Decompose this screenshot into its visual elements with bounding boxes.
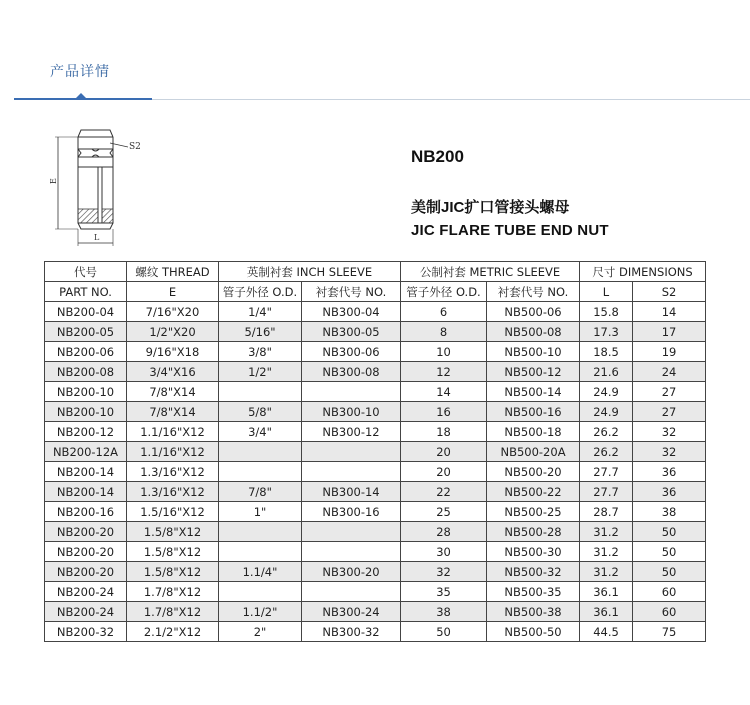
cell-thread-e: 1.5/8"X12 <box>127 522 219 542</box>
cell-dim-l: 28.7 <box>580 502 633 522</box>
table-row <box>45 622 706 642</box>
caret-up-icon <box>76 93 86 98</box>
cell-metric-od: 30 <box>401 542 487 562</box>
cell-inch-od: 1.1/4" <box>219 562 302 582</box>
cell-dim-l: 26.2 <box>580 442 633 462</box>
cell-part-no: NB200-32 <box>45 622 127 642</box>
cell-dim-l: 18.5 <box>580 342 633 362</box>
th-inch-no: 衬套代号 NO. <box>302 282 401 302</box>
th-code: 代号 <box>45 262 127 282</box>
table-row <box>45 302 706 322</box>
header-accent-bar <box>14 98 152 100</box>
cell-part-no: NB200-10 <box>45 402 127 422</box>
cell-metric-od: 28 <box>401 522 487 542</box>
cell-inch-sleeve-no <box>302 522 401 542</box>
cell-metric-sleeve-no: NB500-50 <box>487 622 580 642</box>
table-row <box>45 562 706 582</box>
cell-inch-od: 7/8" <box>219 482 302 502</box>
cell-dim-l: 24.9 <box>580 382 633 402</box>
section-hatch <box>78 209 98 223</box>
cell-inch-od: 1" <box>219 502 302 522</box>
cell-thread-e: 1.1/16"X12 <box>127 442 219 462</box>
cell-thread-e: 1.3/16"X12 <box>127 462 219 482</box>
cell-inch-sleeve-no: NB300-12 <box>302 422 401 442</box>
cell-part-no: NB200-16 <box>45 502 127 522</box>
cell-metric-sleeve-no: NB500-35 <box>487 582 580 602</box>
table-row <box>45 442 706 462</box>
cell-dim-l: 44.5 <box>580 622 633 642</box>
cell-part-no: NB200-10 <box>45 382 127 402</box>
th-inch-sleeve: 英制衬套 INCH SLEEVE <box>219 262 401 282</box>
cell-dim-l: 15.8 <box>580 302 633 322</box>
cell-metric-od: 32 <box>401 562 487 582</box>
cell-metric-sleeve-no: NB500-22 <box>487 482 580 502</box>
cell-dim-s2: 24 <box>633 362 706 382</box>
cell-dim-l: 27.7 <box>580 482 633 502</box>
cell-metric-sleeve-no: NB500-16 <box>487 402 580 422</box>
cell-dim-s2: 14 <box>633 302 706 322</box>
cell-inch-od: 3/4" <box>219 422 302 442</box>
cell-dim-s2: 36 <box>633 462 706 482</box>
table-row <box>45 602 706 622</box>
cell-inch-od: 1/4" <box>219 302 302 322</box>
cell-metric-od: 20 <box>401 442 487 462</box>
cell-inch-sleeve-no <box>302 542 401 562</box>
cell-thread-e: 7/8"X14 <box>127 382 219 402</box>
cell-dim-l: 31.2 <box>580 542 633 562</box>
cell-thread-e: 1.3/16"X12 <box>127 482 219 502</box>
cell-thread-e: 1.5/8"X12 <box>127 562 219 582</box>
cell-dim-l: 31.2 <box>580 562 633 582</box>
section-hatch-right <box>102 209 113 223</box>
nut-technical-drawing <box>48 125 158 250</box>
cell-inch-sleeve-no: NB300-24 <box>302 602 401 622</box>
cell-dim-s2: 27 <box>633 402 706 422</box>
cell-dim-s2: 50 <box>633 542 706 562</box>
cell-inch-sleeve-no: NB300-10 <box>302 402 401 422</box>
table-row <box>45 542 706 562</box>
drawing-label-l: L <box>94 233 100 242</box>
cell-part-no: NB200-12 <box>45 422 127 442</box>
cell-thread-e: 1.1/16"X12 <box>127 422 219 442</box>
cell-dim-l: 36.1 <box>580 602 633 622</box>
cell-dim-l: 21.6 <box>580 362 633 382</box>
cell-inch-sleeve-no: NB300-32 <box>302 622 401 642</box>
table-row <box>45 462 706 482</box>
cell-dim-s2: 17 <box>633 322 706 342</box>
cell-metric-sleeve-no: NB500-28 <box>487 522 580 542</box>
cell-metric-od: 50 <box>401 622 487 642</box>
cell-dim-s2: 38 <box>633 502 706 522</box>
cell-inch-od: 3/8" <box>219 342 302 362</box>
spec-table-body <box>45 302 706 642</box>
th-s2: S2 <box>633 282 706 302</box>
cell-inch-od: 1.1/2" <box>219 602 302 622</box>
cell-dim-l: 27.7 <box>580 462 633 482</box>
table-row <box>45 382 706 402</box>
cell-inch-sleeve-no: NB300-20 <box>302 562 401 582</box>
cell-metric-od: 20 <box>401 462 487 482</box>
cell-metric-sleeve-no: NB500-32 <box>487 562 580 582</box>
product-name-cn: 美制JIC扩口管接头螺母 <box>411 199 570 216</box>
table-row <box>45 522 706 542</box>
cell-part-no: NB200-04 <box>45 302 127 322</box>
table-row <box>45 502 706 522</box>
cell-dim-l: 36.1 <box>580 582 633 602</box>
product-name-en: JIC FLARE TUBE END NUT <box>411 222 609 239</box>
cell-inch-od <box>219 542 302 562</box>
cell-part-no: NB200-14 <box>45 482 127 502</box>
cell-metric-od: 18 <box>401 422 487 442</box>
cell-thread-e: 2.1/2"X12 <box>127 622 219 642</box>
cell-dim-s2: 60 <box>633 602 706 622</box>
cell-dim-l: 17.3 <box>580 322 633 342</box>
cell-dim-s2: 19 <box>633 342 706 362</box>
cell-part-no: NB200-12A <box>45 442 127 462</box>
cell-dim-s2: 75 <box>633 622 706 642</box>
cell-metric-sleeve-no: NB500-14 <box>487 382 580 402</box>
cell-thread-e: 3/4"X16 <box>127 362 219 382</box>
drawing-label-e: E <box>49 178 58 184</box>
cell-inch-sleeve-no <box>302 442 401 462</box>
cell-inch-od <box>219 442 302 462</box>
cell-thread-e: 1.5/8"X12 <box>127 542 219 562</box>
cell-metric-od: 35 <box>401 582 487 602</box>
cell-inch-sleeve-no: NB300-14 <box>302 482 401 502</box>
cell-metric-sleeve-no: NB500-10 <box>487 342 580 362</box>
cell-inch-od <box>219 582 302 602</box>
table-row <box>45 322 706 342</box>
cell-inch-od <box>219 522 302 542</box>
cell-metric-sleeve-no: NB500-12 <box>487 362 580 382</box>
cell-dim-s2: 32 <box>633 442 706 462</box>
cell-part-no: NB200-20 <box>45 522 127 542</box>
cell-metric-sleeve-no: NB500-08 <box>487 322 580 342</box>
cell-metric-sleeve-no: NB500-38 <box>487 602 580 622</box>
th-metric-sleeve: 公制衬套 METRIC SLEEVE <box>401 262 580 282</box>
product-model: NB200 <box>411 147 464 166</box>
table-row <box>45 402 706 422</box>
table-row <box>45 582 706 602</box>
th-part-no: PART NO. <box>45 282 127 302</box>
cell-part-no: NB200-05 <box>45 322 127 342</box>
cell-inch-sleeve-no: NB300-05 <box>302 322 401 342</box>
cell-inch-od: 5/16" <box>219 322 302 342</box>
cell-metric-od: 10 <box>401 342 487 362</box>
section-title: 产品详情 <box>50 64 110 80</box>
th-metric-od: 管子外径 O.D. <box>401 282 487 302</box>
cell-inch-sleeve-no <box>302 382 401 402</box>
cell-part-no: NB200-20 <box>45 562 127 582</box>
cell-dim-l: 24.9 <box>580 402 633 422</box>
cell-metric-od: 25 <box>401 502 487 522</box>
cell-part-no: NB200-20 <box>45 542 127 562</box>
th-inch-od: 管子外径 O.D. <box>219 282 302 302</box>
cell-thread-e: 1.7/8"X12 <box>127 602 219 622</box>
cell-metric-od: 8 <box>401 322 487 342</box>
cell-inch-od <box>219 382 302 402</box>
cell-dim-s2: 50 <box>633 522 706 542</box>
cell-metric-od: 22 <box>401 482 487 502</box>
cell-thread-e: 9/16"X18 <box>127 342 219 362</box>
cell-part-no: NB200-08 <box>45 362 127 382</box>
cell-metric-od: 38 <box>401 602 487 622</box>
cell-thread-e: 7/8"X14 <box>127 402 219 422</box>
table-row <box>45 342 706 362</box>
th-dimensions: 尺寸 DIMENSIONS <box>580 262 706 282</box>
table-row <box>45 422 706 442</box>
cell-metric-sleeve-no: NB500-18 <box>487 422 580 442</box>
cell-inch-sleeve-no: NB300-06 <box>302 342 401 362</box>
spec-table-header <box>45 262 706 302</box>
cell-inch-sleeve-no: NB300-16 <box>302 502 401 522</box>
th-l: L <box>580 282 633 302</box>
cell-dim-l: 26.2 <box>580 422 633 442</box>
cell-part-no: NB200-24 <box>45 602 127 622</box>
cell-metric-od: 12 <box>401 362 487 382</box>
cell-inch-sleeve-no: NB300-04 <box>302 302 401 322</box>
cell-inch-sleeve-no <box>302 582 401 602</box>
cell-inch-sleeve-no <box>302 462 401 482</box>
cell-metric-sleeve-no: NB500-20A <box>487 442 580 462</box>
table-row <box>45 482 706 502</box>
cell-metric-sleeve-no: NB500-25 <box>487 502 580 522</box>
table-row <box>45 362 706 382</box>
cell-metric-sleeve-no: NB500-06 <box>487 302 580 322</box>
cell-inch-sleeve-no: NB300-08 <box>302 362 401 382</box>
cell-inch-od <box>219 462 302 482</box>
cell-dim-s2: 36 <box>633 482 706 502</box>
cell-part-no: NB200-14 <box>45 462 127 482</box>
th-e: E <box>127 282 219 302</box>
cell-part-no: NB200-24 <box>45 582 127 602</box>
cell-metric-sleeve-no: NB500-30 <box>487 542 580 562</box>
spec-table <box>44 261 706 642</box>
cell-metric-od: 6 <box>401 302 487 322</box>
cell-dim-s2: 27 <box>633 382 706 402</box>
cell-thread-e: 1.5/16"X12 <box>127 502 219 522</box>
drawing-label-s2: S2 <box>129 142 141 152</box>
cell-thread-e: 1.7/8"X12 <box>127 582 219 602</box>
cell-inch-od: 5/8" <box>219 402 302 422</box>
cell-dim-s2: 50 <box>633 562 706 582</box>
cell-inch-od: 2" <box>219 622 302 642</box>
cell-part-no: NB200-06 <box>45 342 127 362</box>
cell-metric-sleeve-no: NB500-20 <box>487 462 580 482</box>
cell-thread-e: 7/16"X20 <box>127 302 219 322</box>
cell-dim-l: 31.2 <box>580 522 633 542</box>
th-metric-no: 衬套代号 NO. <box>487 282 580 302</box>
cell-dim-s2: 32 <box>633 422 706 442</box>
cell-inch-od: 1/2" <box>219 362 302 382</box>
cell-thread-e: 1/2"X20 <box>127 322 219 342</box>
th-thread: 螺纹 THREAD <box>127 262 219 282</box>
cell-metric-od: 14 <box>401 382 487 402</box>
cell-metric-od: 16 <box>401 402 487 422</box>
cell-dim-s2: 60 <box>633 582 706 602</box>
